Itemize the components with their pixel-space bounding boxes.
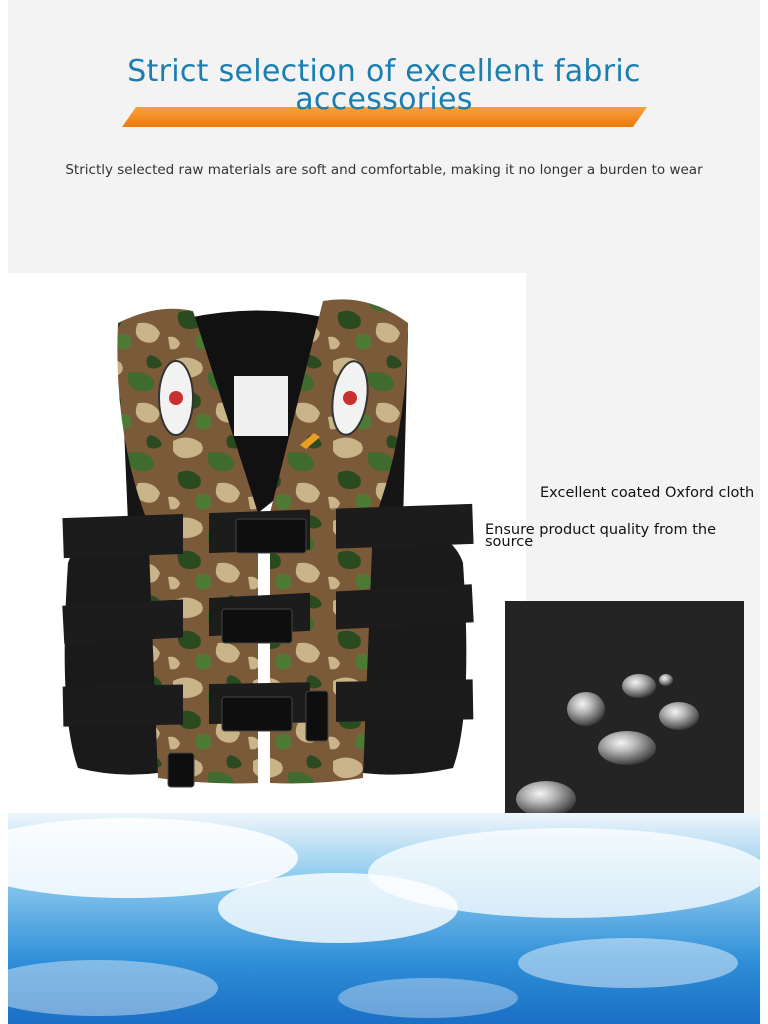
product-detail-page <box>8 0 760 1024</box>
section-title-line2: accessories <box>295 82 473 117</box>
feature-oxford-cloth: Excellent coated Oxford cloth <box>540 485 755 501</box>
feature-quality-source: Ensure product quality from the source <box>485 522 717 550</box>
sky-banner-image <box>8 813 760 1024</box>
product-image-life-jacket <box>8 273 526 813</box>
section-title-line1: Strict selection of excellent fabric <box>127 54 641 89</box>
section-subtitle: Strictly selected raw materials are soft and comfortable, making it no longer a burden to wear <box>65 162 703 178</box>
section-title <box>8 54 760 117</box>
